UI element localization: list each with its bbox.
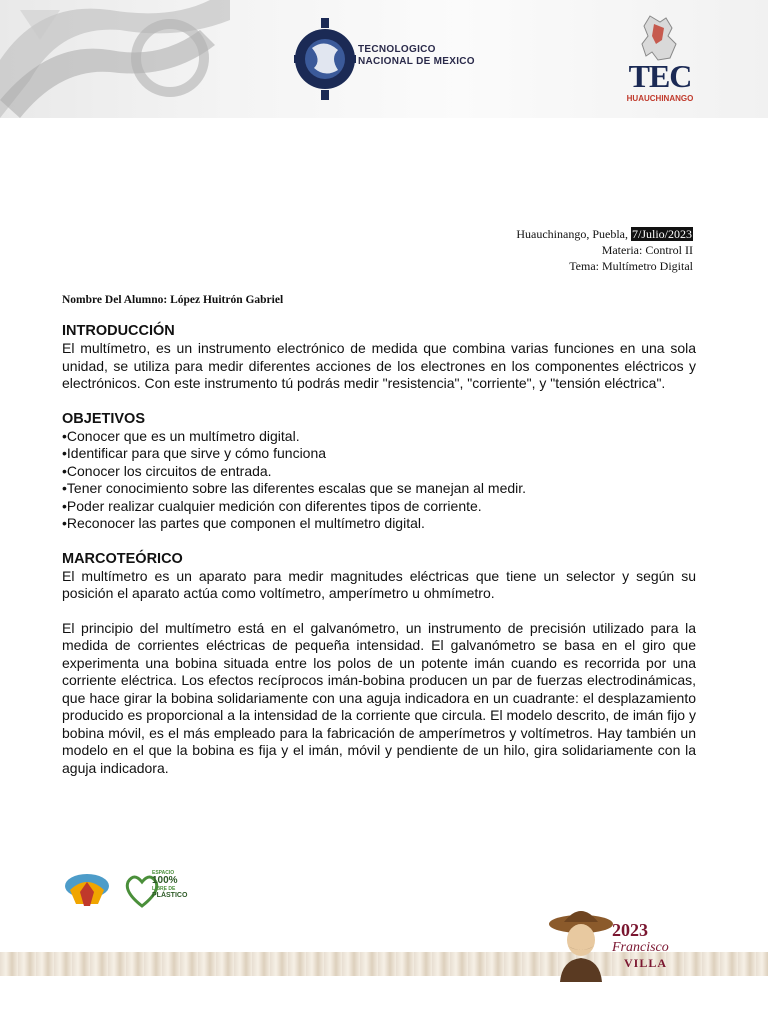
villa-name: Francisco (612, 940, 669, 955)
tecnm-name (358, 44, 475, 68)
document-body (62, 322, 696, 777)
plastic-free-text (152, 870, 187, 900)
villa-surname: VILLA (624, 956, 668, 970)
list-item: • Tener conocimiento sobre las diferentes escalas que se manejan al medir. (62, 480, 696, 498)
place: Huauchinango, Puebla, (516, 227, 628, 241)
student-name: López Huitrón Gabriel (170, 294, 284, 306)
objectives-heading: OBJETIVOS (62, 410, 145, 427)
theory-paragraph-2: El principio del multímetro está en el galvanómetro, un instrumento de precisión utilizado para la medida de corrientes eléctricas de pequeña intensidad. El galvanómetro se basa en el giro que experimenta una bobina situada entre los polos de un potente imán cuando es recorrida por una corriente eléctrica. Los efectos recíprocos imán-bobina producen un par de fuerzas electrodinámicas, que hace girar la bobina solidariamente con una aguja indicadora en un cuadrante: el desplazamiento producido es proporcional a la intensidad de la corriente que circula. El modelo descrito, de imán fijo y bobina móvil, es el más empleado para la fabricación de amperímetros y voltímetros. Hay también un modelo en el que la bobina es fija y el imán, móvil y pendiente de un hilo, gira solidariamente con la aguja indicadora. (62, 619, 696, 776)
theory-heading: MARCOTEÓRICO (62, 550, 183, 567)
tec-logo-subtext: HUAUCHINANGO (626, 94, 694, 103)
tecnm-logo-icon (294, 18, 356, 100)
date: 7/Julio/2023 (631, 227, 692, 241)
place-date-line (516, 226, 693, 242)
topic: Tema: Multímetro Digital (569, 259, 693, 273)
student-line (62, 294, 283, 306)
list-item: • Conocer los circuitos de entrada. (62, 463, 696, 481)
tec-logo-text: TEC (628, 58, 692, 94)
plastic-free-text-1: ESPACIO (152, 870, 175, 876)
tec-huauchinango-logo (620, 14, 700, 106)
list-item: • Reconocer las partes que componen el multímetro digital. (62, 515, 696, 533)
header-banner (0, 0, 768, 118)
intro-paragraph: El multímetro, es un instrumento electrónico de medida que combina varias funciones en una sola unidad, se utiliza para medir diferentes acciones de los electrones en los componentes eléctricos y electrónicos. Con este instrumento tú podrás medir "resistencia", "corriente", y "tensión eléctrica". (62, 340, 696, 391)
subject: Materia: Control II (601, 243, 693, 257)
plastic-free-text-3: LIBRE DE (152, 886, 176, 892)
tecnm-name-line2: NACIONAL DE MEXICO (358, 56, 475, 67)
date-block (516, 226, 693, 274)
ecology-logo-icon (62, 868, 112, 910)
intro-heading: INTRODUCCIÓN (62, 323, 175, 339)
puebla-map-icon (620, 14, 700, 64)
list-item: • Poder realizar cualquier medición con diferentes tipos de corriente. (62, 498, 696, 516)
villa-year: 2023 (612, 920, 648, 940)
francisco-villa-portrait-icon (548, 906, 614, 982)
plastic-free-text-4: PLÁSTICO (152, 892, 188, 899)
tecnm-name-line1: TECNOLOGICO (358, 44, 436, 55)
plastic-free-text-2: 100% (152, 875, 178, 886)
list-item: • Identificar para que sirve y cómo funciona (62, 445, 696, 463)
objectives-list (62, 428, 696, 533)
list-item: • Conocer que es un multímetro digital. (62, 428, 696, 446)
student-label: Nombre Del Alumno: (62, 294, 168, 306)
plastic-free-logo (122, 870, 186, 910)
theory-paragraph-1: El multímetro es un aparato para medir magnitudes eléctricas que tiene un selector y según su posición el aparato actúa como voltímetro, amperímetro u ohmímetro. (62, 567, 696, 601)
decorative-pattern-icon (0, 0, 230, 118)
